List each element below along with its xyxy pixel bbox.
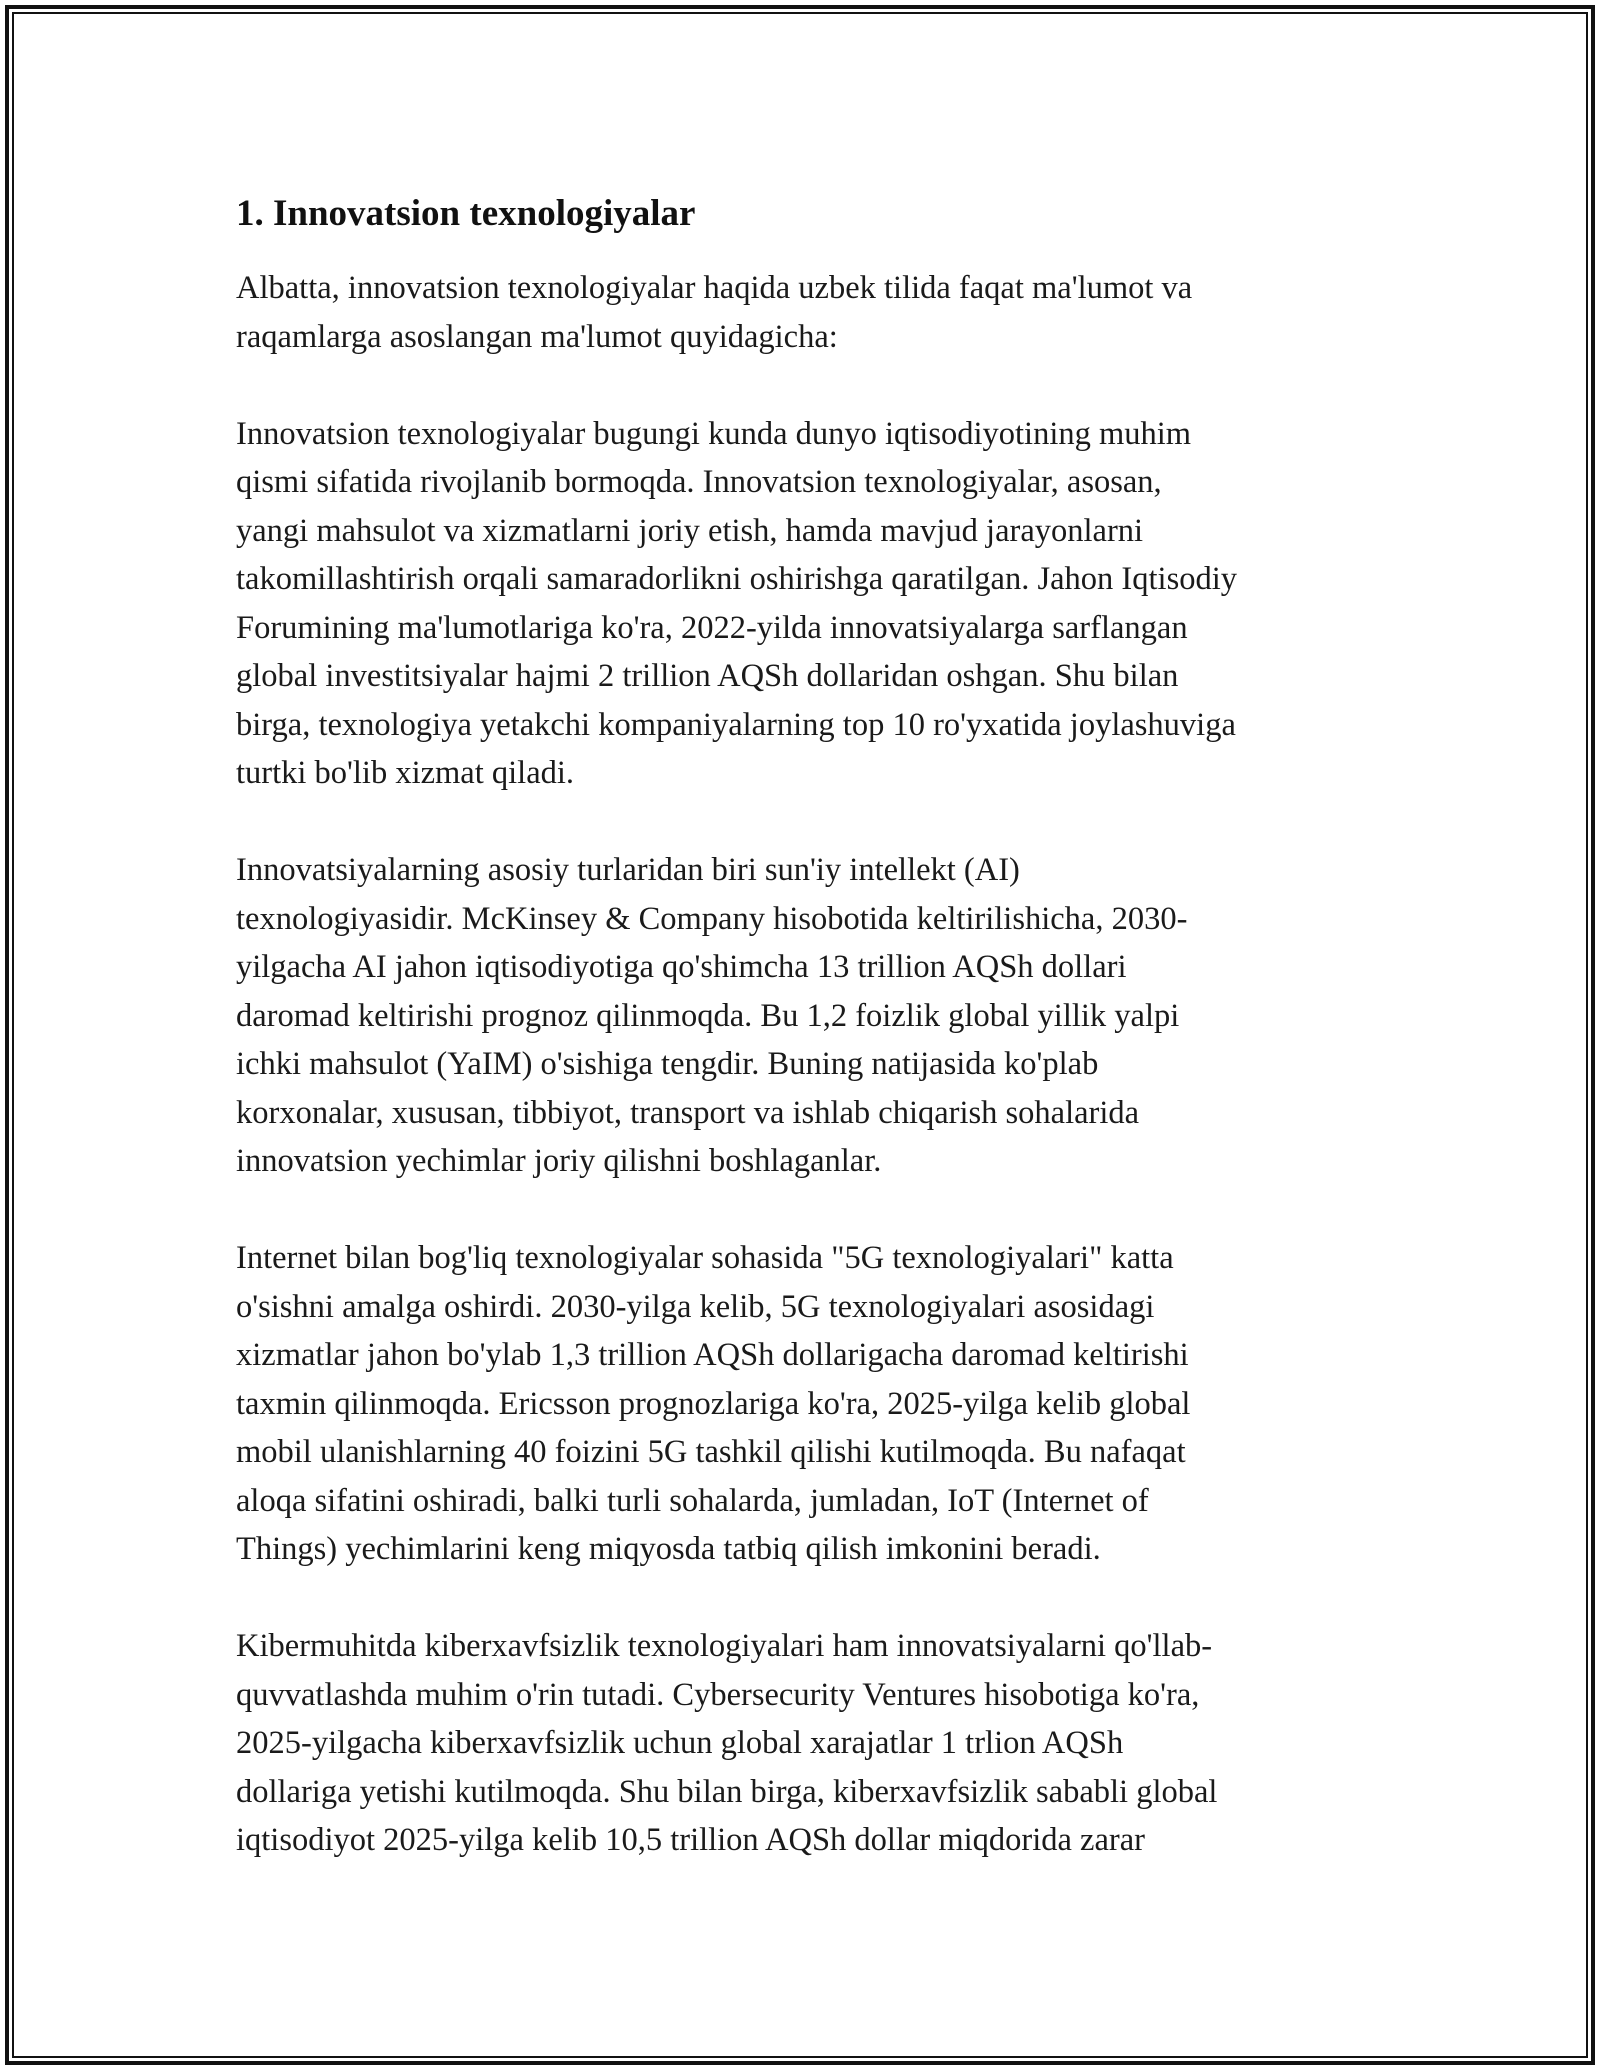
text-line: Kibermuhitda kiberxavfsizlik texnologiyalari ham innovatsiyalarni qo'llab- <box>236 1628 1213 1664</box>
paragraph-3 <box>236 846 1386 1186</box>
text-line: iqtisodiyot 2025-yilga kelib 10,5 trillion AQSh dollar miqdorida zarar <box>236 1822 1145 1858</box>
text-line: xizmatlar jahon bo'ylab 1,3 trillion AQSh dollarigacha daromad keltirishi <box>236 1337 1189 1373</box>
text-line: global investitsiyalar hajmi 2 trillion AQSh dollaridan oshgan. Shu bilan <box>236 658 1179 694</box>
text-line: quvvatlashda muhim o'rin tutadi. Cybersecurity Ventures hisobotiga ko'ra, <box>236 1676 1200 1713</box>
text-line: ichki mahsulot (YaIM) o'sishiga tengdir. Buning natijasida ko'plab <box>236 1046 1099 1082</box>
text-line: turtki bo'lib xizmat qiladi. <box>236 755 575 791</box>
paragraph-5 <box>236 1622 1386 1865</box>
text-line: Internet bilan bog'liq texnologiyalar sohasida "5G texnologiyalari" katta <box>236 1240 1174 1276</box>
text-line: taxmin qilinmoqda. Ericsson prognozlariga ko'ra, 2025-yilga kelib global <box>236 1385 1191 1422</box>
text-line: aloqa sifatini oshiradi, balki turli sohalarda, jumladan, IoT (Internet of <box>236 1482 1149 1519</box>
text-line: mobil ulanishlarning 40 foizini 5G tashkil qilishi kutilmoqda. Bu nafaqat <box>236 1434 1186 1470</box>
paragraph-2 <box>236 410 1386 798</box>
text-line: Forumining ma'lumotlariga ko'ra, 2022-yilda innovatsiyalarga sarflangan <box>236 609 1188 646</box>
text-line: daromad keltirishi prognoz qilinmoqda. Bu 1,2 foizlik global yillik yalpi <box>236 997 1180 1034</box>
text-line: qismi sifatida rivojlanib bormoqda. Innovatsion texnologiyalar, asosan, <box>236 464 1162 500</box>
text-line: birga, texnologiya yetakchi kompaniyalarning top 10 ro'yxatida joylashuviga <box>236 706 1236 743</box>
text-line: yangi mahsulot va xizmatlarni joriy etish, hamda mavjud jarayonlarni <box>236 512 1144 549</box>
paragraph-1 <box>236 264 1386 361</box>
text-line: innovatsion yechimlar joriy qilishni boshlaganlar. <box>236 1143 882 1179</box>
text-line: Albatta, innovatsion texnologiyalar haqida uzbek tilida faqat ma'lumot va <box>236 270 1193 306</box>
text-line: Innovatsion texnologiyalar bugungi kunda dunyo iqtisodiyotining muhim <box>236 415 1192 452</box>
text-line: Innovatsiyalarning asosiy turlaridan biri sun'iy intellekt (AI) <box>236 852 1020 888</box>
text-line: o'sishni amalga oshirdi. 2030-yilga kelib, 5G texnologiyalari asosidagi <box>236 1288 1155 1325</box>
paragraph-4 <box>236 1234 1386 1574</box>
text-line: dollariga yetishi kutilmoqda. Shu bilan birga, kiberxavfsizlik sababli global <box>236 1773 1218 1810</box>
section-heading: 1. Innovatsion texnologiyalar <box>236 193 696 234</box>
document-body <box>236 186 1386 1913</box>
paragraph-list <box>236 264 1386 1865</box>
text-line: takomillashtirish orqali samaradorlikni oshirishga qaratilgan. Jahon Iqtisodiy <box>236 561 1237 597</box>
text-line: korxonalar, xususan, tibbiyot, transport va ishlab chiqarish sohalarida <box>236 1094 1140 1131</box>
text-line: Things) yechimlarini keng miqyosda tatbiq qilish imkonini beradi. <box>236 1531 1101 1567</box>
text-line: yilgacha AI jahon iqtisodiyotiga qo'shimcha 13 trillion AQSh dollari <box>236 949 1127 985</box>
text-line: raqamlarga asoslangan ma'lumot quyidagicha: <box>236 318 838 355</box>
text-line: texnologiyasidir. McKinsey & Company hisobotida keltirilishicha, 2030- <box>236 900 1188 937</box>
text-line: 2025-yilgacha kiberxavfsizlik uchun global xarajatlar 1 trlion AQSh <box>236 1725 1124 1761</box>
